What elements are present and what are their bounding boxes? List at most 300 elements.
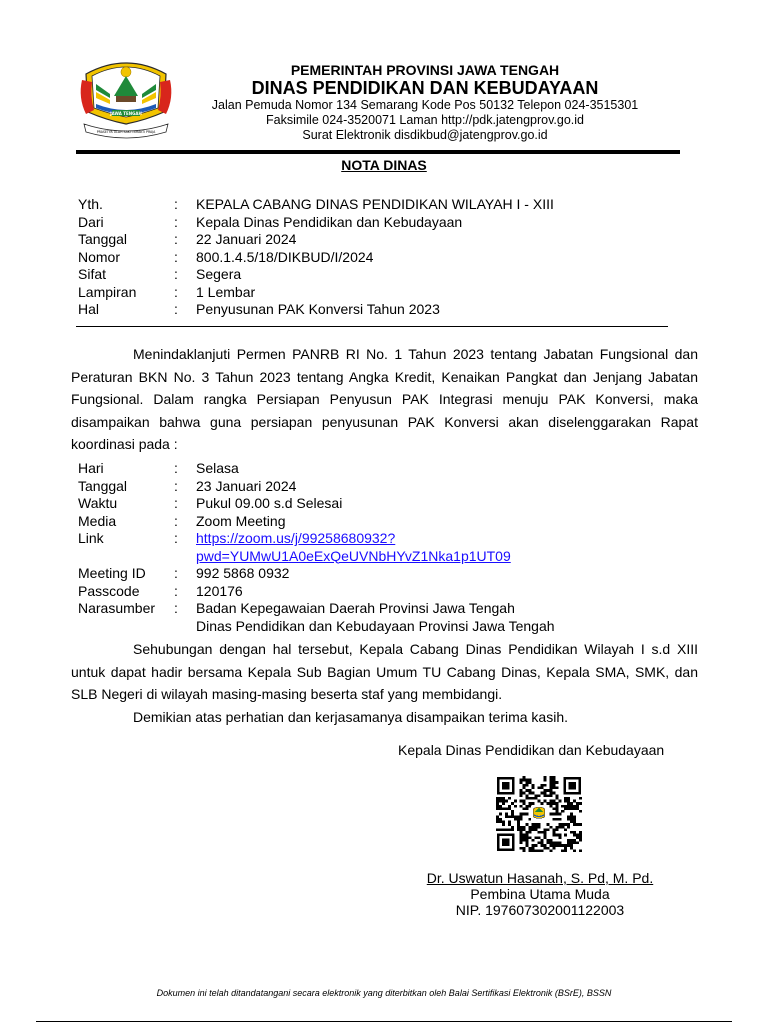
- footer-divider: [36, 1021, 732, 1022]
- qr-module: [573, 805, 576, 808]
- qr-module: [570, 844, 573, 847]
- qr-module: [564, 828, 567, 831]
- detail-label: Passcode: [78, 582, 140, 599]
- qr-module: [523, 800, 526, 803]
- qr-module: [526, 805, 529, 808]
- qr-module: [529, 789, 532, 792]
- qr-module: [529, 849, 532, 852]
- qr-module: [520, 828, 523, 831]
- qr-module: [543, 828, 546, 831]
- field-tanggal: [78, 231, 554, 249]
- qr-module: [520, 813, 523, 816]
- qr-module: [567, 815, 570, 818]
- qr-module: [532, 786, 535, 789]
- qr-module: [558, 836, 561, 839]
- qr-module: [523, 836, 526, 839]
- qr-module: [520, 789, 523, 792]
- qr-module: [532, 844, 535, 847]
- qr-module: [549, 802, 552, 805]
- qr-module: [549, 805, 552, 808]
- qr-module: [549, 844, 552, 847]
- signatory-position: Kepala Dinas Pendidikan dan Kebudayaan: [398, 742, 665, 758]
- qr-module: [508, 821, 511, 824]
- qr-module: [508, 807, 511, 810]
- qr-module: [520, 839, 523, 842]
- qr-module: [529, 781, 532, 784]
- qr-module: [540, 844, 543, 847]
- field-colon: :: [174, 248, 178, 265]
- qr-module: [549, 784, 552, 787]
- speaker-2: Dinas Pendidikan dan Kebudayaan Provinsi Jawa Tengah: [196, 617, 555, 634]
- detail-colon: :: [174, 460, 178, 476]
- qr-module: [555, 842, 558, 845]
- qr-module: [529, 836, 532, 839]
- qr-module: [579, 802, 582, 805]
- qr-module: [549, 842, 552, 845]
- qr-module: [520, 792, 523, 795]
- qr-module: [529, 828, 532, 831]
- paragraph-text: Sehubungan dengan hal tersebut, Kepala Cabang Dinas Pendidikan Wilayah I s.d XIII untuk dapat hadir bersama Kepala Sub Bagian Umum TU Cabang Dinas, Kepala SMA, SMK, dan SLB Negeri di wilayah masing-masing beserta staf yang membidangi.: [71, 641, 698, 702]
- speaker-1: Badan Kepegawaian Daerah Provinsi Jawa Tengah: [196, 600, 515, 616]
- qr-module: [514, 818, 517, 821]
- qr-module: [532, 847, 535, 850]
- qr-module: [555, 813, 558, 816]
- qr-module: [573, 834, 576, 837]
- qr-module: [549, 786, 552, 789]
- detail-value: Pukul 09.00 s.d Selesai: [196, 495, 343, 511]
- qr-module: [523, 828, 526, 831]
- qr-module: [570, 807, 573, 810]
- detail-label: Narasumber: [78, 600, 156, 616]
- qr-module: [520, 831, 523, 834]
- qr-module: [561, 844, 564, 847]
- qr-module: [499, 818, 502, 821]
- qr-module: [526, 807, 529, 810]
- qr-module: [552, 784, 555, 787]
- qr-module: [540, 831, 543, 834]
- qr-module: [496, 805, 499, 808]
- letterhead-agency: DINAS PENDIDIKAN DAN KEBUDAYAAN: [251, 78, 599, 98]
- qr-module: [570, 847, 573, 850]
- qr-module: [579, 797, 582, 800]
- field-lampiran: [78, 284, 554, 302]
- qr-module: [523, 784, 526, 787]
- qr-module: [546, 823, 549, 826]
- qr-module: [520, 836, 523, 839]
- qr-module: [529, 792, 532, 795]
- qr-module: [549, 813, 552, 816]
- qr-module: [567, 818, 570, 821]
- qr-module: [576, 834, 579, 837]
- qr-module: [579, 839, 582, 842]
- qr-module: [538, 786, 541, 789]
- qr-module: [508, 828, 511, 831]
- jawa-tengah-logo-icon: [76, 54, 176, 144]
- qr-module: [520, 842, 523, 845]
- qr-module: [532, 797, 535, 800]
- qr-module: [502, 802, 505, 805]
- detail-hari: [78, 460, 555, 478]
- qr-module: [526, 779, 529, 782]
- qr-module: [526, 834, 529, 837]
- qr-module: [526, 836, 529, 839]
- qr-module: [517, 815, 520, 818]
- qr-module: [529, 797, 532, 800]
- qr-module: [511, 810, 514, 813]
- qr-module: [532, 828, 535, 831]
- qr-module: [570, 839, 573, 842]
- qr-module: [502, 828, 505, 831]
- detail-narasumber: [78, 600, 555, 635]
- qr-module: [508, 797, 511, 800]
- qr-module: [523, 792, 526, 795]
- qr-module: [552, 847, 555, 850]
- qr-module: [549, 794, 552, 797]
- qr-module: [576, 805, 579, 808]
- qr-module: [523, 847, 526, 850]
- field-value: Segera: [196, 266, 242, 282]
- qr-module: [523, 813, 526, 816]
- qr-module: [552, 834, 555, 837]
- qr-module: [579, 823, 582, 826]
- qr-module: [535, 849, 538, 852]
- qr-module: [564, 800, 567, 803]
- qr-module: [505, 815, 508, 818]
- qr-module: [555, 781, 558, 784]
- qr-module: [549, 789, 552, 792]
- qr-module: [523, 786, 526, 789]
- qr-module: [561, 823, 564, 826]
- qr-module: [508, 823, 511, 826]
- field-colon: :: [174, 213, 178, 230]
- qr-module: [543, 800, 546, 803]
- qr-module: [573, 800, 576, 803]
- qr-module: [555, 844, 558, 847]
- qr-module: [564, 797, 567, 800]
- qr-module: [517, 821, 520, 824]
- qr-module: [496, 797, 499, 800]
- detail-value: 120176: [196, 582, 243, 599]
- qr-module: [535, 826, 538, 829]
- qr-module: [570, 802, 573, 805]
- qr-module: [558, 826, 561, 829]
- detail-tanggal: [78, 478, 555, 496]
- qr-module: [558, 823, 561, 826]
- qr-module: [552, 842, 555, 845]
- field-colon: :: [174, 231, 178, 247]
- qr-module: [552, 813, 555, 816]
- body-paragraph-3: [71, 706, 698, 729]
- qr-module: [523, 839, 526, 842]
- detail-media: [78, 513, 555, 531]
- qr-module: [546, 794, 549, 797]
- qr-module: [546, 842, 549, 845]
- qr-module: [523, 834, 526, 837]
- paragraph-text: Demikian atas perhatian dan kerjasamanya disampaikan terima kasih.: [133, 709, 568, 725]
- qr-module: [532, 792, 535, 795]
- detail-label: Meeting ID: [78, 565, 146, 581]
- qr-module: [567, 823, 570, 826]
- detail-colon: :: [174, 477, 178, 494]
- signatory-name: Dr. Uswatun Hasanah, S. Pd, M. Pd.: [426, 870, 654, 886]
- qr-module: [540, 802, 543, 805]
- qr-module: [526, 839, 529, 842]
- qr-module: [520, 826, 523, 829]
- qr-module: [564, 844, 567, 847]
- qr-module: [502, 800, 505, 803]
- field-colon: :: [174, 266, 178, 282]
- qr-module: [546, 802, 549, 805]
- field-value: 22 Januari 2024: [196, 231, 297, 247]
- qr-module: [540, 784, 543, 787]
- qr-module: [558, 813, 561, 816]
- qr-module: [535, 797, 538, 800]
- detail-passcode: [78, 583, 555, 601]
- qr-module: [564, 847, 567, 850]
- qr-module: [573, 839, 576, 842]
- qr-module: [570, 818, 573, 821]
- qr-module: [499, 813, 502, 816]
- signature-block: [398, 870, 682, 918]
- qr-module: [538, 794, 541, 797]
- qr-module: [496, 807, 499, 810]
- qr-module: [540, 786, 543, 789]
- qr-module: [505, 828, 508, 831]
- qr-module: [570, 813, 573, 816]
- qr-module: [523, 779, 526, 782]
- qr-module: [567, 844, 570, 847]
- header-divider: [76, 326, 668, 327]
- detail-colon: :: [174, 512, 178, 529]
- qr-module: [555, 786, 558, 789]
- qr-module: [546, 828, 549, 831]
- qr-module: [555, 828, 558, 831]
- field-value: Penyusunan PAK Konversi Tahun 2023: [196, 301, 440, 317]
- field-colon: :: [174, 283, 178, 300]
- qr-module: [573, 823, 576, 826]
- qr-module: [552, 781, 555, 784]
- qr-module: [552, 831, 555, 834]
- qr-module: [567, 800, 570, 803]
- field-colon: :: [174, 196, 178, 212]
- qr-module: [549, 839, 552, 842]
- field-value: 800.1.4.5/18/DIKBUD/I/2024: [196, 248, 374, 265]
- qr-module: [561, 810, 564, 813]
- qr-module: [546, 847, 549, 850]
- qr-module: [532, 823, 535, 826]
- qr-module: [567, 826, 570, 829]
- qr-module: [520, 794, 523, 797]
- qr-module: [520, 818, 523, 821]
- qr-module: [552, 779, 555, 782]
- qr-module: [540, 849, 543, 852]
- qr-module: [496, 815, 499, 818]
- qr-module: [511, 826, 514, 829]
- detail-link: [78, 530, 555, 565]
- qr-module: [552, 776, 555, 779]
- qr-module: [579, 810, 582, 813]
- field-label: Hal: [78, 301, 100, 317]
- qr-module: [561, 826, 564, 829]
- field-label: Lampiran: [78, 283, 137, 300]
- qr-module: [529, 831, 532, 834]
- document-title: NOTA DINAS: [341, 157, 427, 173]
- qr-module: [499, 807, 502, 810]
- detail-label: Waktu: [78, 495, 118, 511]
- qr-module: [573, 818, 576, 821]
- qr-module: [520, 815, 523, 818]
- qr-module: [502, 823, 505, 826]
- qr-module: [555, 794, 558, 797]
- letterhead-address: Jalan Pemuda Nomor 134 Semarang Kode Pos 50132 Telepon 024-3515301: [211, 98, 639, 112]
- qr-module: [517, 828, 520, 831]
- letterhead-government: PEMERINTAH PROVINSI JAWA TENGAH: [290, 62, 560, 78]
- detail-label: Media: [78, 512, 117, 529]
- qr-module: [558, 800, 561, 803]
- field-label: Yth.: [78, 196, 103, 212]
- qr-module: [526, 797, 529, 800]
- qr-module: [573, 821, 576, 824]
- qr-module: [520, 805, 523, 808]
- qr-module: [546, 789, 549, 792]
- qr-module: [538, 800, 541, 803]
- qr-module: [526, 813, 529, 816]
- qr-module: [511, 813, 514, 816]
- qr-module: [543, 784, 546, 787]
- qr-module: [543, 789, 546, 792]
- qr-module: [508, 815, 511, 818]
- qr-module: [570, 821, 573, 824]
- qr-module: [538, 836, 541, 839]
- detail-label: Hari: [78, 460, 104, 476]
- body-paragraph-1: [71, 343, 698, 456]
- qr-module: [555, 807, 558, 810]
- letterhead: [180, 62, 670, 143]
- paragraph-text: Menindaklanjuti Permen PANRB RI No. 1 Tahun 2023 tentang Jabatan Fungsional dan Peraturan BKN No. 3 Tahun 2023 tentang Angka Kredit, Kenaikan Pangkat dan Jenjang Jabatan Fungsional. Dalam rangka Persiapan Penyusun PAK Integrasi menuju PAK Konversi, maka disampaikan bahwa guna persiapan penyusunan PAK Konversi akan diselenggarakan Rapat koordinasi pada :: [71, 346, 698, 452]
- field-label: Tanggal: [78, 231, 128, 247]
- qr-module: [535, 836, 538, 839]
- qr-module: [502, 797, 505, 800]
- body-paragraph-2: [71, 638, 698, 706]
- field-label: Dari: [78, 213, 104, 230]
- zoom-link-part-2[interactable]: pwd=YUMwU1A0eExQeUVNbHYvZ1Nka1p1UT09: [196, 547, 511, 564]
- qr-module: [532, 849, 535, 852]
- qr-module: [540, 839, 543, 842]
- qr-module: [520, 779, 523, 782]
- qr-module: [558, 818, 561, 821]
- field-sifat: [78, 266, 554, 284]
- qr-module: [499, 828, 502, 831]
- field-yth: [78, 196, 554, 214]
- qr-module: [496, 828, 499, 831]
- qr-module: [535, 794, 538, 797]
- qr-module: [535, 823, 538, 826]
- qr-module: [535, 844, 538, 847]
- qr-module: [496, 800, 499, 803]
- qr-module: [543, 776, 546, 779]
- logo-motto: PRASETYA ULAH SAKTI BHAKTI PRAJA: [96, 130, 156, 134]
- qr-module: [499, 800, 502, 803]
- qr-module: [552, 844, 555, 847]
- letterhead-email: Surat Elektronik disdikbud@jatengprov.go.id: [302, 128, 548, 142]
- qr-module: [538, 823, 541, 826]
- qr-module: [555, 805, 558, 808]
- qr-module: [573, 842, 576, 845]
- qr-module: [561, 849, 564, 852]
- qr-module: [543, 831, 546, 834]
- qr-module: [558, 842, 561, 845]
- qr-module: [564, 834, 567, 837]
- qr-module: [576, 842, 579, 845]
- qr-module: [552, 818, 555, 821]
- qr-module: [532, 802, 535, 805]
- qr-module: [573, 831, 576, 834]
- qr-module: [543, 792, 546, 795]
- qr-module: [526, 784, 529, 787]
- qr-module: [526, 789, 529, 792]
- qr-module: [496, 818, 499, 821]
- qr-module: [579, 849, 582, 852]
- qr-module: [538, 842, 541, 845]
- qr-module: [520, 834, 523, 837]
- qr-module: [555, 826, 558, 829]
- qr-module: [567, 807, 570, 810]
- qr-module: [517, 826, 520, 829]
- qr-module: [526, 831, 529, 834]
- qr-module: [543, 834, 546, 837]
- qr-module: [555, 802, 558, 805]
- qr-module: [517, 818, 520, 821]
- detail-colon: :: [174, 565, 178, 581]
- qr-module: [552, 802, 555, 805]
- qr-module: [535, 828, 538, 831]
- field-value: KEPALA CABANG DINAS PENDIDIKAN WILAYAH I - XIII: [196, 196, 554, 212]
- qr-module: [529, 847, 532, 850]
- qr-module: [511, 815, 514, 818]
- detail-colon: :: [174, 495, 178, 511]
- qr-module: [552, 807, 555, 810]
- qr-module: [499, 821, 502, 824]
- qr-module: [523, 802, 526, 805]
- qr-module: [570, 831, 573, 834]
- memo-header-fields: [78, 196, 554, 319]
- qr-module: [579, 836, 582, 839]
- qr-module: [523, 776, 526, 779]
- qr-module: [532, 839, 535, 842]
- qr-module: [529, 826, 532, 829]
- qr-module: [496, 821, 499, 824]
- qr-module: [573, 815, 576, 818]
- qr-module: [576, 807, 579, 810]
- qr-module: [564, 823, 567, 826]
- qr-module: [549, 776, 552, 779]
- qr-module: [543, 847, 546, 850]
- qr-module: [508, 805, 511, 808]
- zoom-link-part-1[interactable]: https://zoom.us/j/99258680932?: [196, 530, 396, 546]
- qr-module: [567, 839, 570, 842]
- qr-module: [552, 828, 555, 831]
- qr-module: [570, 815, 573, 818]
- qr-module: [523, 807, 526, 810]
- detail-waktu: [78, 495, 555, 513]
- e-signature-notice: Dokumen ini telah ditandatangani secara elektronik yang diterbitkan oleh Balai Sertifikasi Elektronik (BSrE), BSSN: [156, 988, 612, 998]
- detail-label: Link: [78, 530, 104, 546]
- qr-module: [570, 842, 573, 845]
- qr-module: [514, 800, 517, 803]
- qr-module: [555, 834, 558, 837]
- field-label: Sifat: [78, 266, 107, 282]
- qr-module: [549, 826, 552, 829]
